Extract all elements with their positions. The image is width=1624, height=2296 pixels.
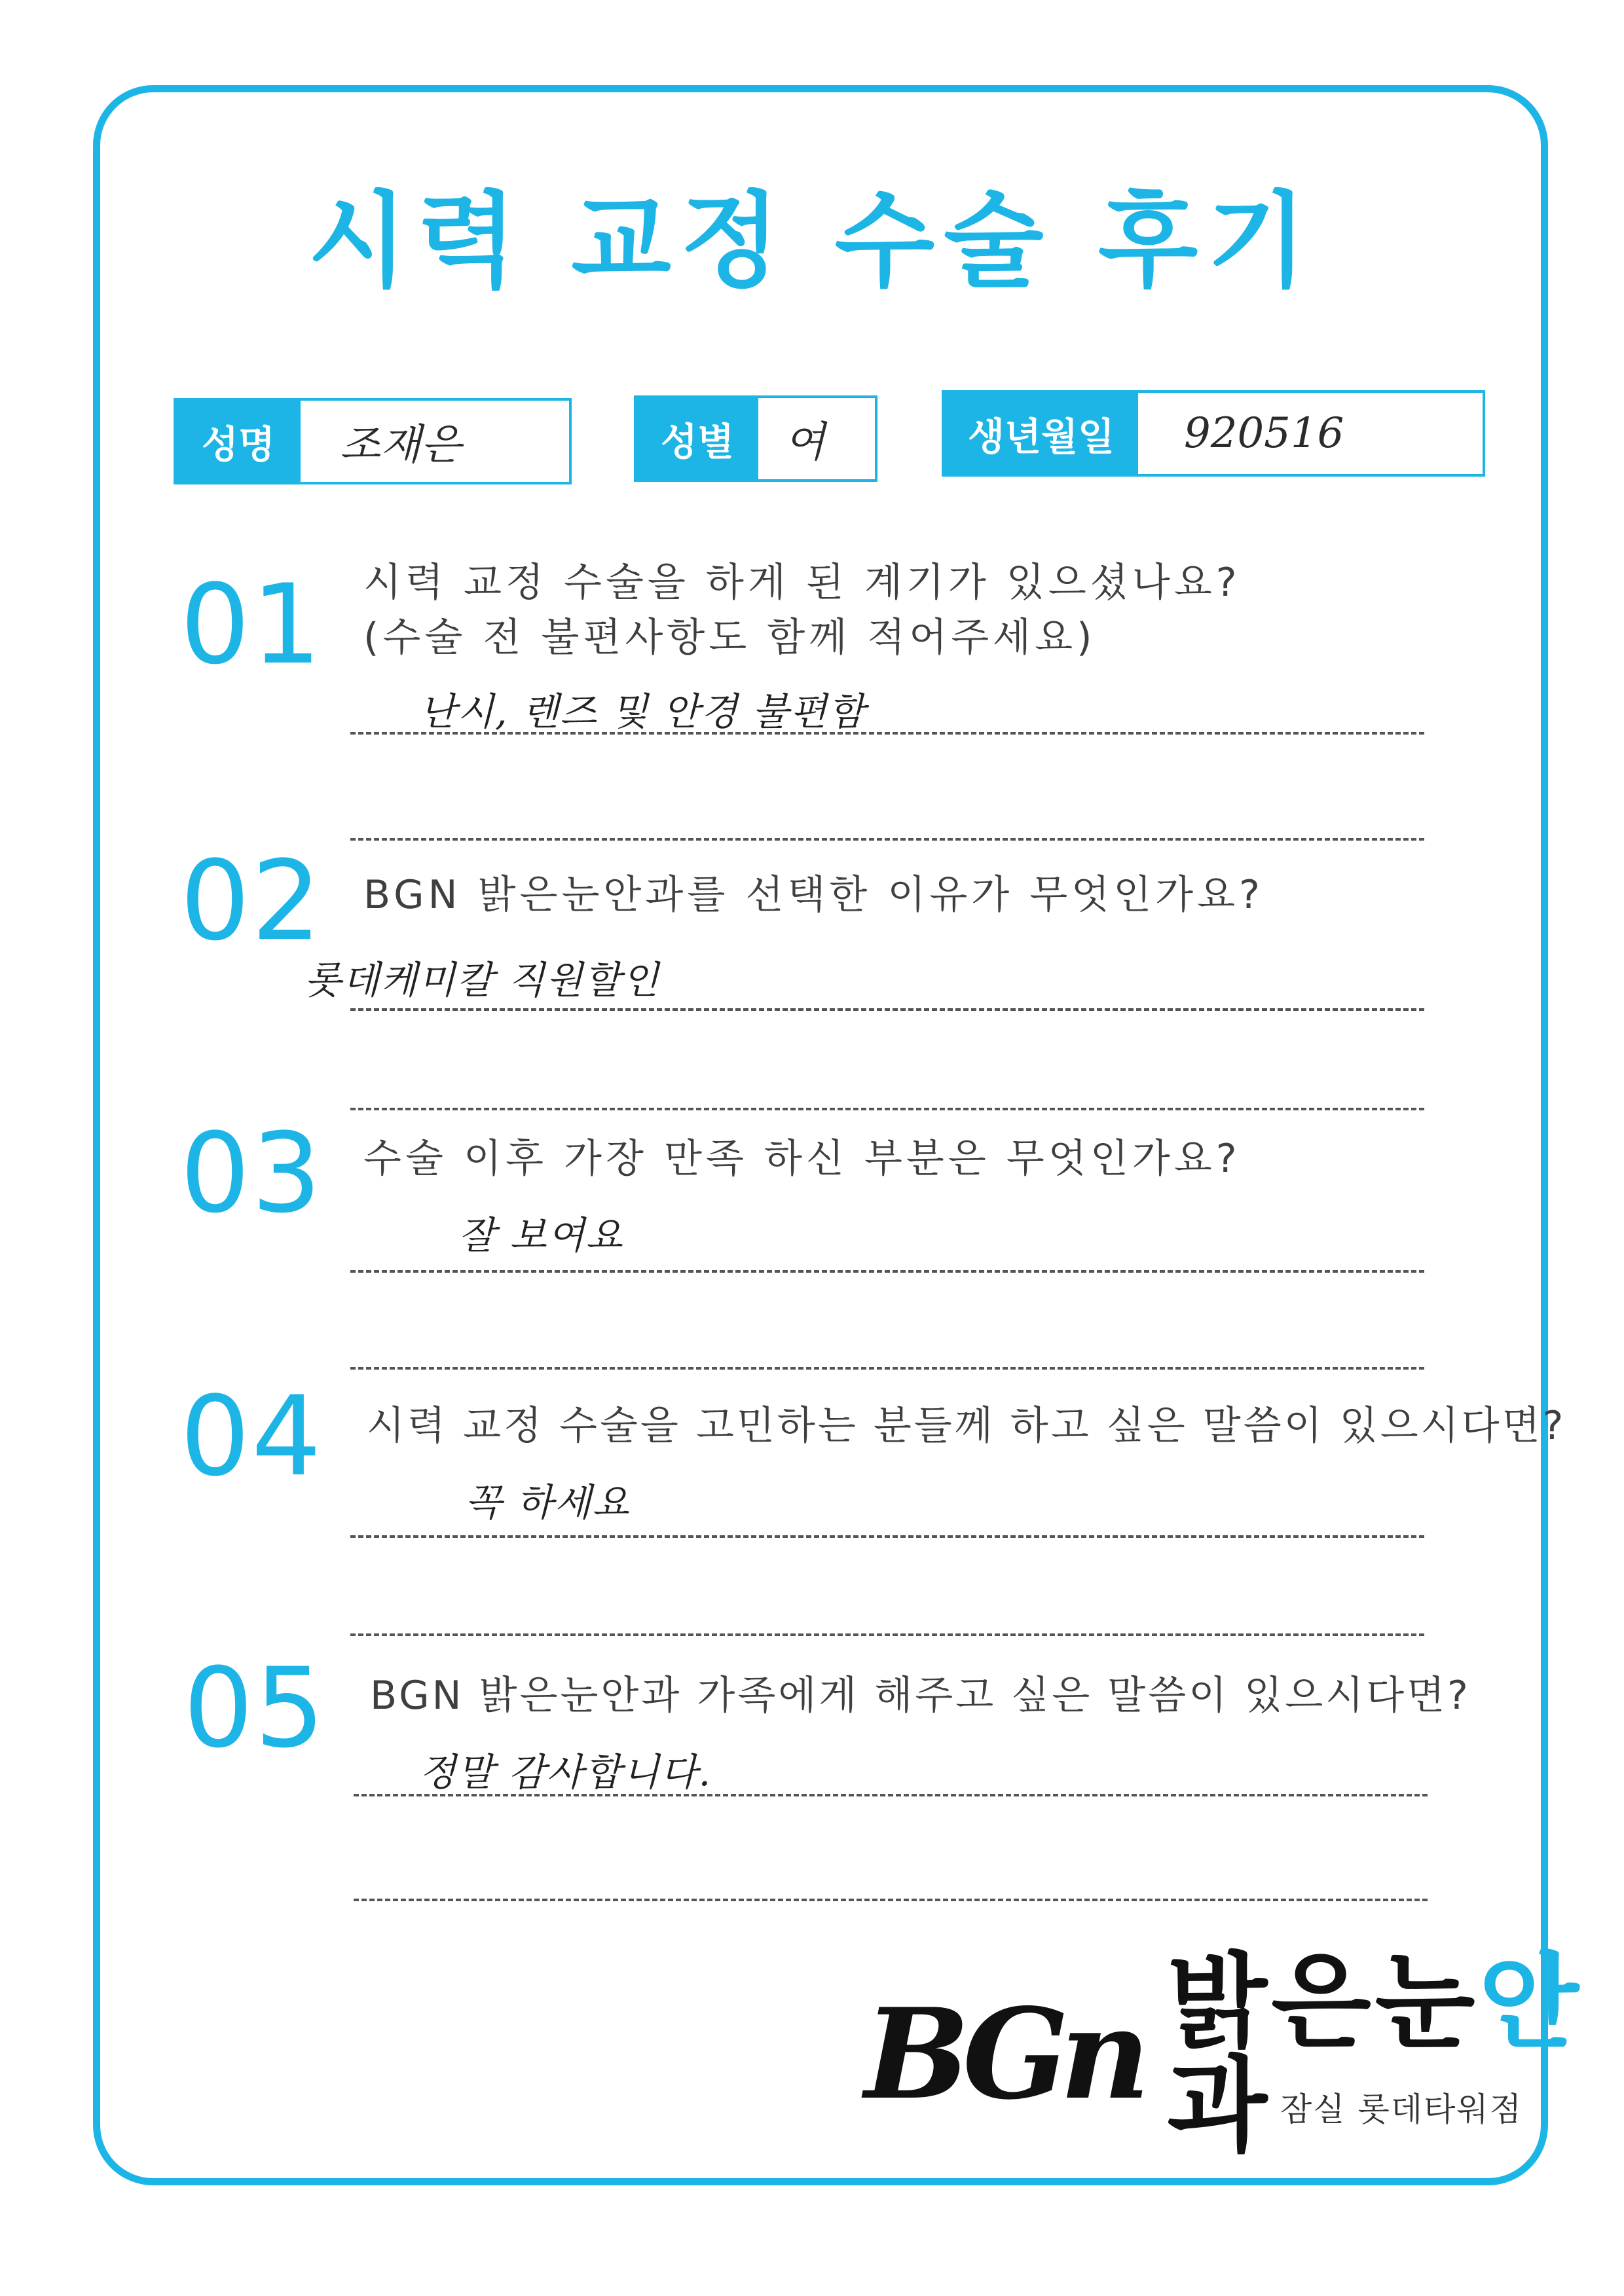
answer-line [354, 1794, 1428, 1796]
name-label: 성명 [176, 401, 301, 482]
question-1-line1: 시력 교정 수술을 하게 된 계기가 있으셨나요? [363, 560, 1241, 606]
answer-5: 정말 감사합니다. [419, 1750, 712, 1795]
answer-line [350, 1633, 1424, 1636]
gender-field [634, 395, 877, 482]
birth-value: 920516 [1184, 409, 1344, 458]
answer-line [350, 1008, 1424, 1011]
question-number-4: 04 [180, 1372, 323, 1501]
answer-line [350, 1367, 1424, 1370]
answer-4: 꼭 하세요 [465, 1480, 631, 1525]
answer-line [350, 1535, 1424, 1538]
question-1-line2: (수술 전 불편사항도 함께 적어주세요) [363, 615, 1096, 661]
birth-field [942, 390, 1485, 477]
gender-value: 여 [784, 418, 825, 467]
name-field [174, 398, 572, 484]
name-value: 조재은 [340, 421, 462, 469]
birth-label: 생년월일 [944, 393, 1138, 474]
form-title: 시력 교정 수술 후기 [307, 181, 1317, 302]
answer-line [354, 1899, 1428, 1901]
branch-name: 잠실 롯데타워점 [1280, 2090, 1522, 2128]
question-1-text [363, 555, 1241, 665]
question-number-1: 01 [180, 560, 323, 689]
answer-3: 잘 보여요 [458, 1213, 624, 1258]
bgn-logo-mark: BGn [864, 1981, 1141, 2127]
answer-line [350, 1270, 1424, 1273]
answer-1: 난시, 렌즈 및 안경 불편함 [419, 689, 866, 734]
question-5-text: BGN 밝은눈안과 가족에게 해주고 싶은 말씀이 있으시다면? [370, 1673, 1471, 1719]
answer-line [350, 1108, 1424, 1110]
question-2-text: BGN 밝은눈안과를 선택한 이유가 무엇인가요? [363, 872, 1264, 918]
question-number-5: 05 [183, 1644, 326, 1772]
answer-line [350, 732, 1424, 735]
question-4-text: 시력 교정 수술을 고민하는 분들께 하고 싶은 말씀이 있으시다면? [367, 1403, 1566, 1449]
clinic-name: 밝은눈안과 [1167, 1942, 1583, 2166]
gender-label: 성별 [637, 398, 758, 479]
answer-2: 롯데케미칼 직원할인 [304, 958, 660, 1002]
answer-line [350, 838, 1424, 841]
question-number-3: 03 [180, 1109, 323, 1237]
question-3-text: 수술 이후 가장 만족 하신 부분은 무엇인가요? [363, 1136, 1241, 1182]
question-number-2: 02 [180, 837, 323, 965]
